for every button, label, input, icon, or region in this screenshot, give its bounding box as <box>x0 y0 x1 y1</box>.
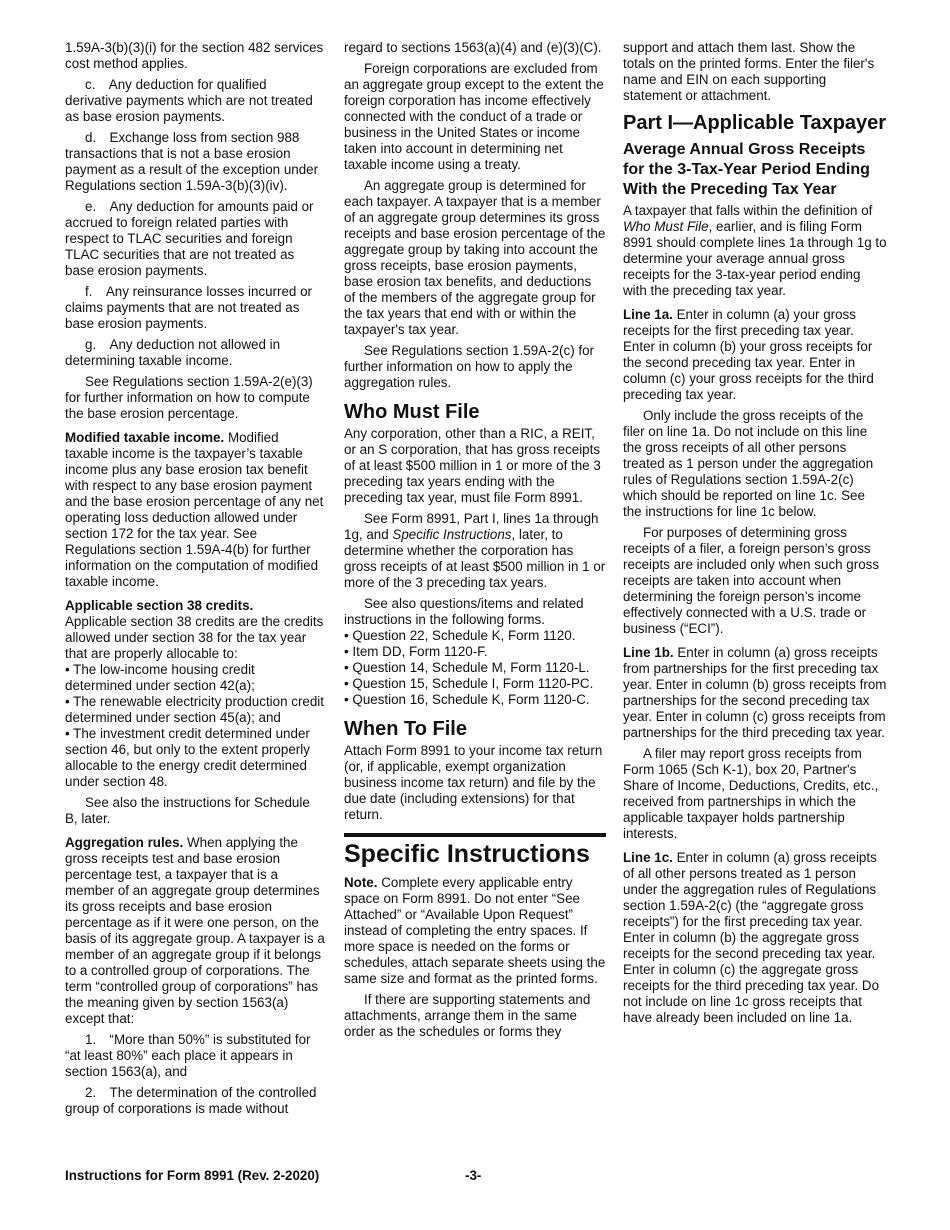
footer-form-title: Instructions for Form 8991 (Rev. 2-2020) <box>65 1168 320 1183</box>
line-1a-paragraph: Line 1a. Enter in column (a) your gross receipts for the first preceding tax year. Enter in column (b) your gross receipts for the second preceding tax year. Enter in column (c) your gross receipts for the third preceding tax year. <box>623 307 874 402</box>
paragraph: See Regulations section 1.59A-2(e)(3) for further information on how to compute the base erosion percentage. <box>65 374 313 421</box>
bullet-item: • Item DD, Form 1120-F. <box>344 644 488 659</box>
run-in-heading: Aggregation rules. <box>65 835 184 850</box>
list-item-1: 1. “More than 50%” is substituted for “at least 80%” each place it appears in section 1563(a), and <box>65 1032 311 1079</box>
list-item-d: d. Exchange loss from section 988 transactions that is not a base erosion payment as a result of the exception under Regulations section 1.59A-3(b)(3)(iv). <box>65 130 319 193</box>
bullet-item: • The low-income housing credit determined under section 42(a); <box>65 662 255 693</box>
bullet-item: • Question 15, Schedule I, Form 1120-PC. <box>344 676 594 691</box>
paragraph: If there are supporting statements and attachments, arrange them in the same order as the schedules or forms they <box>344 992 591 1039</box>
paragraph: See Form 8991, Part I, lines 1a through 1g, and Specific Instructions, later, to determine whether the corporation has gross receipts of at least $500 million in 1 or more of the 3 preceding tax years. <box>344 511 606 590</box>
aggregation-rules-paragraph: Aggregation rules. When applying the gross receipts test and base erosion percentage test, a taxpayer that is a member of an aggregate group determines its gross receipts and base erosion percentage as if it were one person, on the basis of its aggregate group. A taxpayer is a member of an aggregate group if it belongs to a controlled group of corporations. The term “controlled group of corporations” has the meaning given by section 1563(a) except that: <box>65 835 325 1026</box>
paragraph: 1.59A-3(b)(3)(i) for the section 482 services cost method applies. <box>65 40 324 71</box>
list-item-e: e. Any deduction for amounts paid or accrued to foreign related parties with respect to TLAC securities and foreign TLAC securities that are not treated as base erosion payments. <box>65 199 314 278</box>
page-number: -3- <box>465 1168 482 1183</box>
column-2 <box>344 40 606 1045</box>
paragraph: For purposes of determining gross receipts of a filer, a foreign person’s gross receipts are included only when such gross receipts are taken into account when determining the foreign person’s income effectively connected with a U.S. trade or business (“ECI”). <box>623 525 880 636</box>
paragraph: Any corporation, other than a RIC, a REIT, or an S corporation, that has gross receipts of at least $500 million in 1 or more of the 3 preceding tax years ending with the preceding tax year, must file Form 8991. <box>344 426 601 505</box>
bullet-item: • Question 16, Schedule K, Form 1120-C. <box>344 692 590 707</box>
modified-taxable-income-paragraph: Modified taxable income. Modified taxable income is the taxpayer’s taxable income plus any base erosion tax benefit with respect to any base erosion payment and the base erosion percentage of any net operating loss deduction allowed under section 172 for the tax year. See Regulations section 1.59A-4(b) for further information on the computation of modified taxable income. <box>65 430 324 589</box>
run-in-heading: Line 1a. <box>623 307 673 322</box>
bullet-item: • Question 22, Schedule K, Form 1120. <box>344 628 576 643</box>
who-must-file-heading: Who Must File <box>344 401 480 423</box>
run-in-heading: Line 1b. <box>623 645 674 660</box>
list-item-c: c. Any deduction for qualified derivative payments which are not treated as base erosion payments. <box>65 77 313 124</box>
paragraph: A filer may report gross receipts from Form 1065 (Sch K-1), box 20, Partner's Share of Income, Deductions, Credits, etc., received from partnerships in which the applicable taxpayer holds partnership interests. <box>623 746 879 841</box>
list-item-g: g. Any deduction not allowed in determining taxable income. <box>65 337 281 368</box>
run-in-heading: Modified taxable income. <box>65 430 225 445</box>
note-paragraph: Note. Complete every applicable entry space on Form 8991. Do not enter “See Attached” or “Available Upon Request” instead of completing the entry spaces. If more space is needed on the forms or schedules, attach separate sheets using the same size and format as the printed forms. <box>344 875 606 986</box>
column-3 <box>623 40 887 1031</box>
paragraph: regard to sections 1563(a)(4) and (e)(3)(C). <box>344 40 602 55</box>
when-to-file-heading: When To File <box>344 718 467 740</box>
paragraph: See also questions/items and related instructions in the following forms. <box>344 596 584 627</box>
average-gross-receipts-heading: Average Annual Gross Receipts for the 3-Tax-Year Period Ending With the Preceding Tax Year <box>623 141 870 198</box>
run-in-heading: Line 1c. <box>623 850 673 865</box>
bullet-item: • Question 14, Schedule M, Form 1120-L. <box>344 660 590 675</box>
paragraph: An aggregate group is determined for each taxpayer. A taxpayer that is a member of an aggregate group determines its gross receipts and base erosion percentage of the aggregate group by taking into account the gross receipts, base erosion payments, base erosion tax benefits, and deductions of the members of the aggregate group for the tax years that end with or within the taxpayer's tax year. <box>344 178 606 337</box>
list-item-2: 2. The determination of the controlled group of corporations is made without <box>65 1085 317 1116</box>
line-1b-paragraph: Line 1b. Enter in column (a) gross receipts from partnerships for the first preceding tax year. Enter in column (b) gross receipts from partnerships for the second preceding tax year. Enter in column (c) gross receipts from partnerships for the third preceding tax year. <box>623 645 887 740</box>
paragraph: See Regulations section 1.59A-2(c) for further information on how to apply the aggregation rules. <box>344 343 594 390</box>
specific-instructions-heading: Specific Instructions <box>344 833 606 869</box>
section-38-heading: Applicable section 38 credits. <box>65 598 254 613</box>
list-item-f: f. Any reinsurance losses incurred or claims payments that are not treated as base erosion payments. <box>65 284 312 331</box>
paragraph: Attach Form 8991 to your income tax return (or, if applicable, exempt organization business income tax return) and file by the due date (including extensions) for that return. <box>344 743 603 822</box>
paragraph: See also the instructions for Schedule B, later. <box>65 795 310 826</box>
paragraph: Applicable section 38 credits are the credits allowed under section 38 for the tax year that are properly allocable to: <box>65 614 324 661</box>
column-1 <box>65 40 325 1122</box>
paragraph: Foreign corporations are excluded from an aggregate group except to the extent the foreign corporation has income effectively connected with the conduct of a trade or business in the United States or income taken into account in determining net taxable income using a treaty. <box>344 61 604 172</box>
paragraph: Only include the gross receipts of the filer on line 1a. Do not include on this line the gross receipts of all other persons treated as 1 person under the aggregation rules of Regulations section 1.59A-2(c) which should be reported on line 1c. See the instructions for line 1c below. <box>623 408 874 519</box>
paragraph: A taxpayer that falls within the definition of Who Must File, earlier, and is filing Form 8991 should complete lines 1a through 1g to determine your average annual gross receipts for the 3-tax-year period ending with the preceding tax year. <box>623 203 887 298</box>
paragraph: support and attach them last. Show the totals on the printed forms. Enter the filer's name and EIN on each supporting statement or attachment. <box>623 40 875 103</box>
line-1c-paragraph: Line 1c. Enter in column (a) gross receipts of all other persons treated as 1 person under the aggregation rules of Regulations section 1.59A-2(c) (the “aggregate gross receipts”) for the first preceding tax year. Enter in column (b) the aggregate gross receipts for the second preceding tax year. Enter in column (c) the aggregate gross receipts for the third preceding tax year. Do not include on line 1c gross receipts that have already been included on line 1a. <box>623 850 880 1025</box>
bullet-item: • The investment credit determined under section 46, but only to the extent properly allocable to the energy credit determined under section 48. <box>65 726 310 789</box>
run-in-heading: Note. <box>344 875 378 890</box>
part-i-heading: Part I—Applicable Taxpayer <box>623 112 887 134</box>
bullet-item: • The renewable electricity production credit determined under section 45(a); and <box>65 694 324 725</box>
